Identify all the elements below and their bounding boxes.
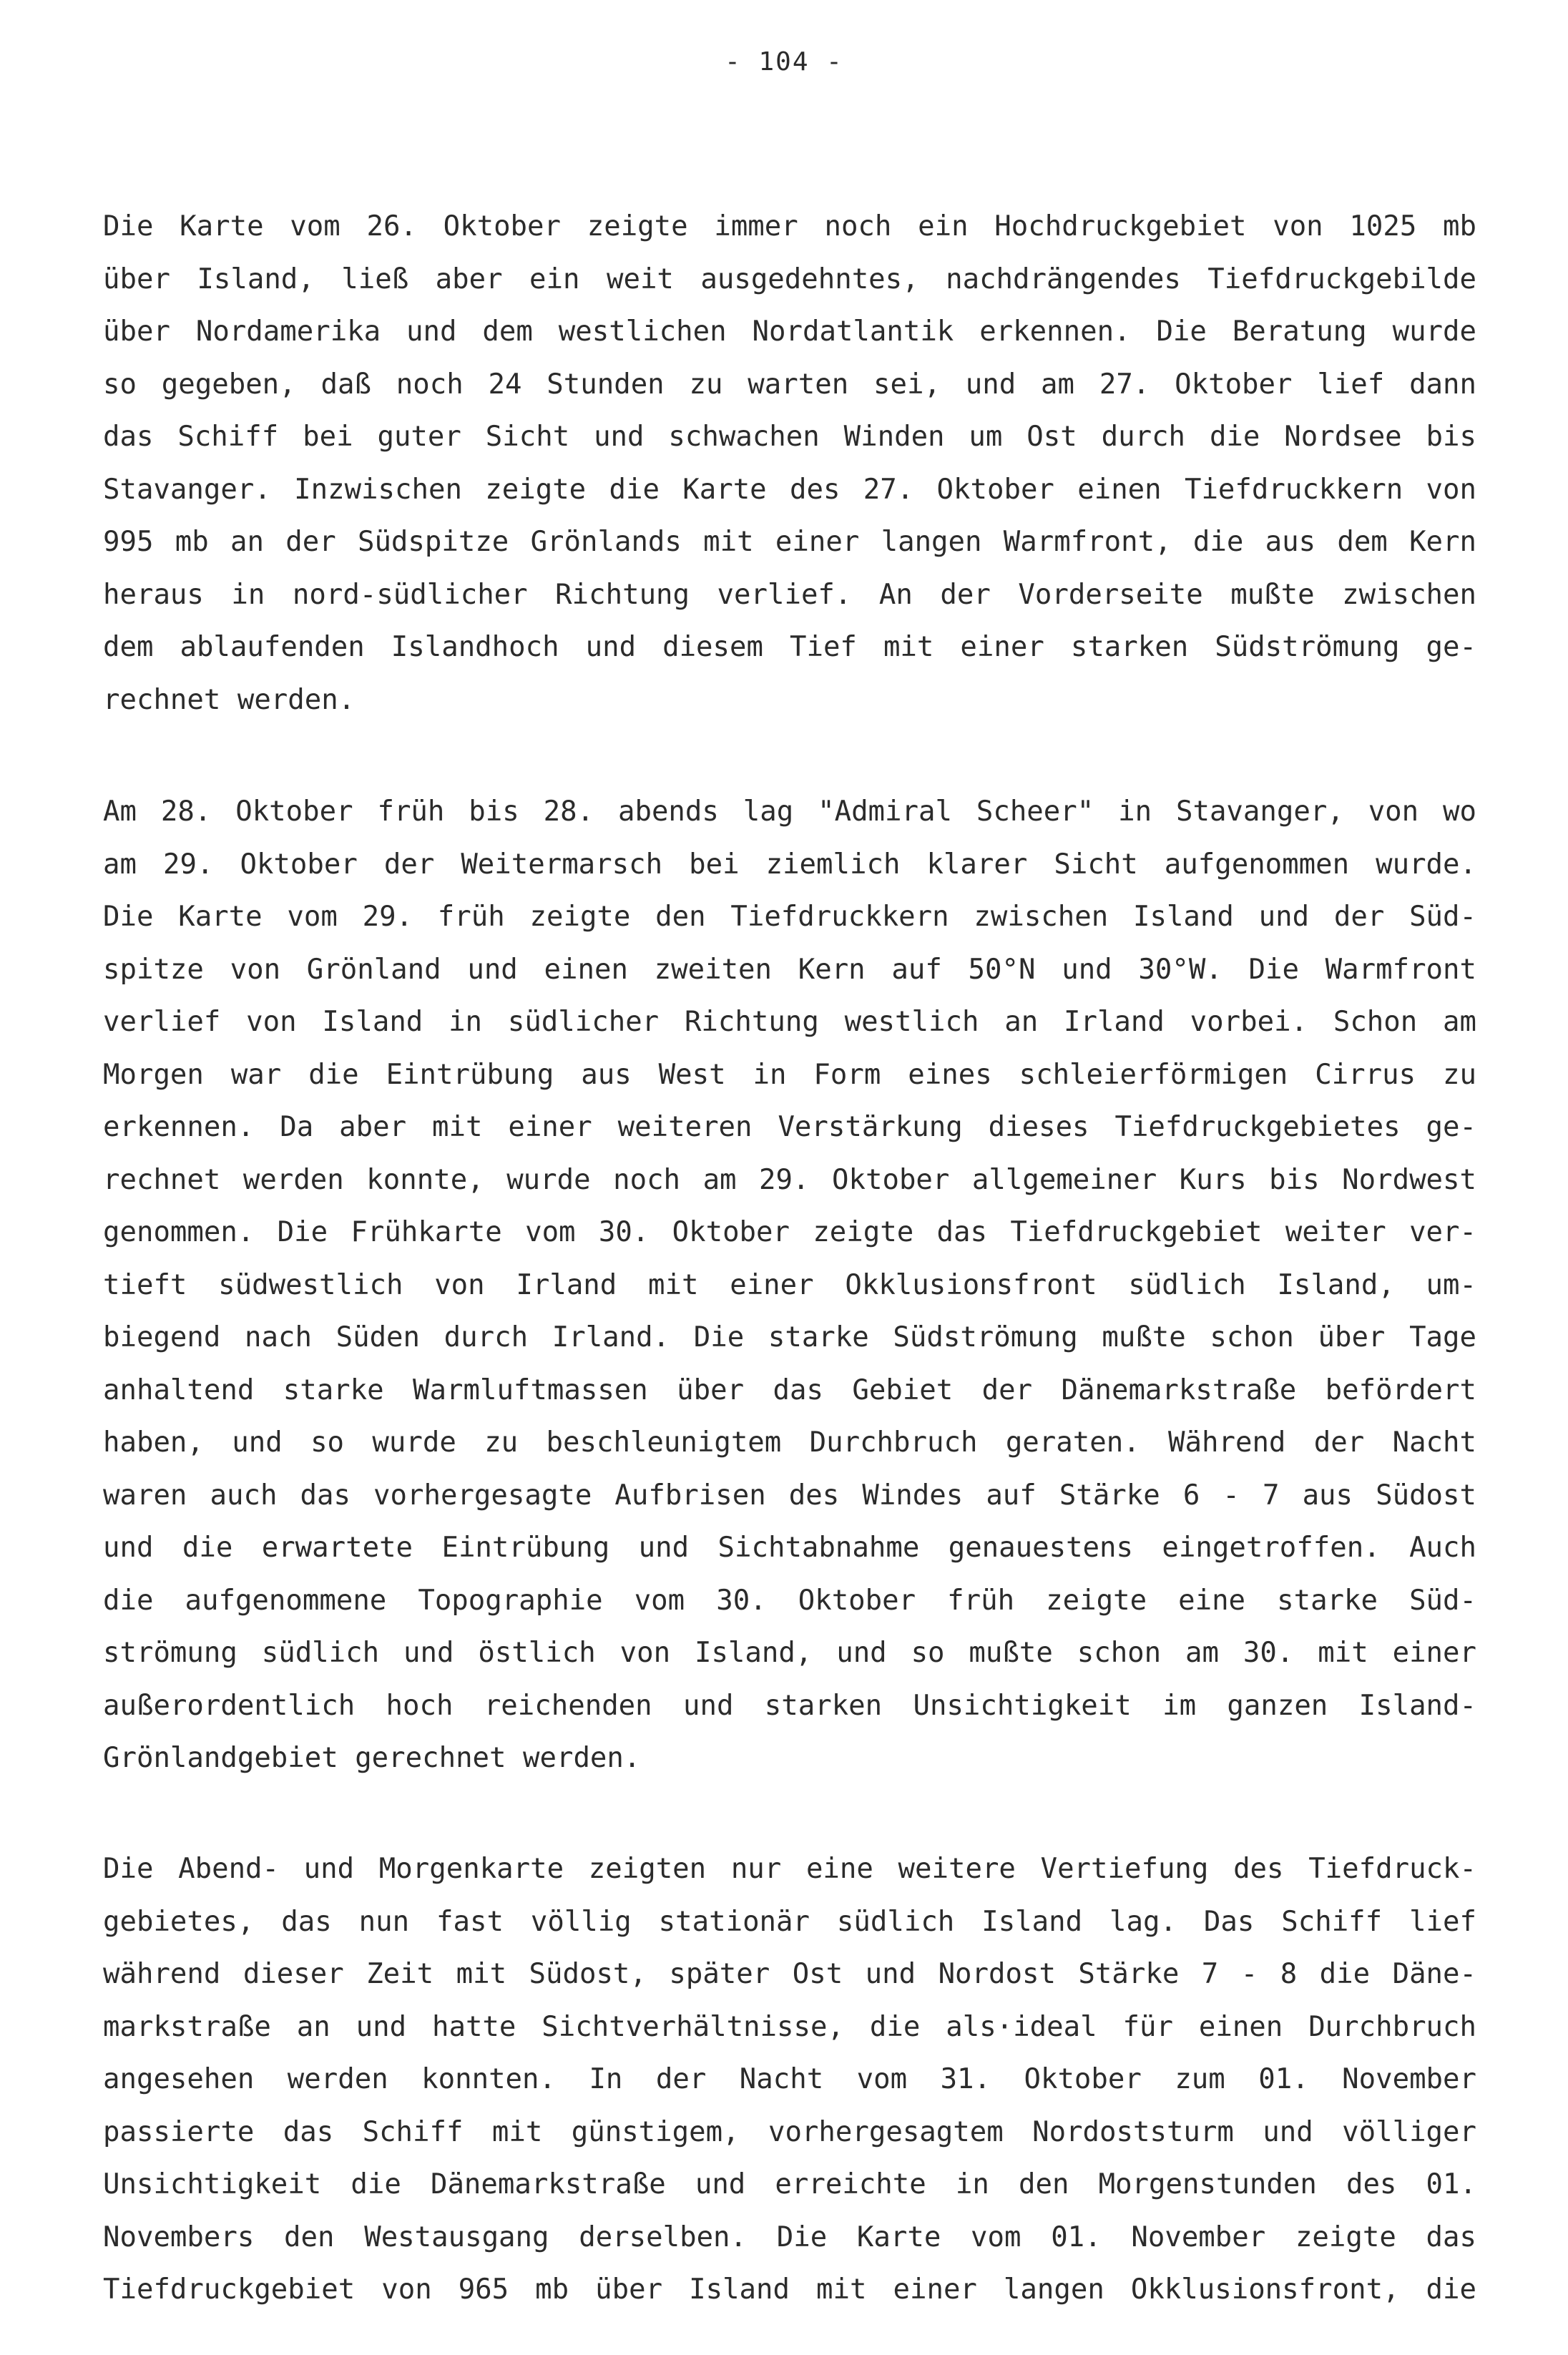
text-line: über Island, ließ aber ein weit ausgedehntes, nachdrängendes Tiefdruckgebilde	[103, 263, 1476, 295]
text-line: Die Karte vom 29. früh zeigte den Tiefdruckkern zwischen Island und der Süd-	[103, 901, 1476, 933]
text-line: rechnet werden konnte, wurde noch am 29. Oktober allgemeiner Kurs bis Nordwest	[103, 1163, 1476, 1196]
text-line: über Nordamerika und dem westlichen Nordatlantik erkennen. Die Beratung wurde	[103, 315, 1476, 348]
text-line: am 29. Oktober der Weitermarsch bei ziemlich klarer Sicht aufgenommen wurde.	[103, 848, 1476, 881]
text-line: genommen. Die Frühkarte vom 30. Oktober zeigte das Tiefdruckgebiet weiter ver-	[103, 1216, 1476, 1248]
paragraph-3	[103, 1843, 1476, 2316]
text-line: Tiefdruckgebiet von 965 mb über Island mit einer langen Okklusionsfront, die	[103, 2273, 1476, 2306]
text-line: 995 mb an der Südspitze Grönlands mit einer langen Warmfront, die aus dem Kern	[103, 526, 1476, 558]
text-line: waren auch das vorhergesagte Aufbrisen des Windes auf Stärke 6 - 7 aus Südost	[103, 1479, 1476, 1512]
text-line: das Schiff bei guter Sicht und schwachen Winden um Ost durch die Nordsee bis	[103, 421, 1476, 453]
text-line: außerordentlich hoch reichenden und starken Unsichtigkeit im ganzen Island-	[103, 1689, 1476, 1722]
text-line: tieft südwestlich von Irland mit einer Okklusionsfront südlich Island, um-	[103, 1268, 1476, 1301]
text-line: so gegeben, daß noch 24 Stunden zu warten sei, und am 27. Oktober lief dann	[103, 368, 1476, 401]
page-number: - 104 -	[725, 47, 843, 77]
text-line: erkennen. Da aber mit einer weiteren Verstärkung dieses Tiefdruckgebietes ge-	[103, 1111, 1476, 1143]
text-line: passierte das Schiff mit günstigem, vorhergesagtem Nordoststurm und völliger	[103, 2115, 1476, 2148]
text-line: Novembers den Westausgang derselben. Die Karte vom 01. November zeigte das	[103, 2221, 1476, 2253]
text-line: markstraße an und hatte Sichtverhältnisse, die als·ideal für einen Durchbruch	[103, 2010, 1476, 2043]
text-line: rechnet werden.	[103, 683, 356, 716]
text-line: angesehen werden konnten. In der Nacht vom 31. Oktober zum 01. November	[103, 2063, 1476, 2095]
text-line: biegend nach Süden durch Irland. Die starke Südströmung mußte schon über Tage	[103, 1321, 1476, 1353]
text-line: Die Karte vom 26. Oktober zeigte immer noch ein Hochdruckgebiet von 1025 mb	[103, 210, 1476, 243]
text-line: strömung südlich und östlich von Island, und so mußte schon am 30. mit einer	[103, 1637, 1476, 1669]
text-line: Unsichtigkeit die Dänemarkstraße und erreichte in den Morgenstunden des 01.	[103, 2168, 1476, 2200]
text-line: heraus in nord-südlicher Richtung verlief. An der Vorderseite mußte zwischen	[103, 578, 1476, 611]
text-line: Grönlandgebiet gerechnet werden.	[103, 1742, 641, 1774]
text-line: Am 28. Oktober früh bis 28. abends lag "Admiral Scheer" in Stavanger, von wo	[103, 795, 1476, 828]
text-line: anhaltend starke Warmluftmassen über das Gebiet der Dänemarkstraße befördert	[103, 1374, 1476, 1406]
text-line: gebietes, das nun fast völlig stationär südlich Island lag. Das Schiff lief	[103, 1905, 1476, 1938]
paragraph-2	[103, 785, 1476, 1785]
text-line: während dieser Zeit mit Südost, später Ost und Nordost Stärke 7 - 8 die Däne-	[103, 1958, 1476, 1990]
paragraph-1	[103, 200, 1476, 726]
text-line: haben, und so wurde zu beschleunigtem Durchbruch geraten. Während der Nacht	[103, 1426, 1476, 1459]
text-line: und die erwartete Eintrübung und Sichtabnahme genauestens eingetroffen. Auch	[103, 1532, 1476, 1564]
text-line: Stavanger. Inzwischen zeigte die Karte des 27. Oktober einen Tiefdruckkern von	[103, 473, 1476, 506]
text-line: Die Abend- und Morgenkarte zeigten nur eine weitere Vertiefung des Tiefdruck-	[103, 1853, 1476, 1885]
text-line: die aufgenommene Topographie vom 30. Oktober früh zeigte eine starke Süd-	[103, 1584, 1476, 1617]
text-line: verlief von Island in südlicher Richtung westlich an Irland vorbei. Schon am	[103, 1006, 1476, 1038]
text-line: Morgen war die Eintrübung aus West in Form eines schleierförmigen Cirrus zu	[103, 1058, 1476, 1091]
text-line: spitze von Grönland und einen zweiten Kern auf 50°N und 30°W. Die Warmfront	[103, 953, 1476, 986]
text-line: dem ablaufenden Islandhoch und diesem Tief mit einer starken Südströmung ge-	[103, 631, 1476, 663]
